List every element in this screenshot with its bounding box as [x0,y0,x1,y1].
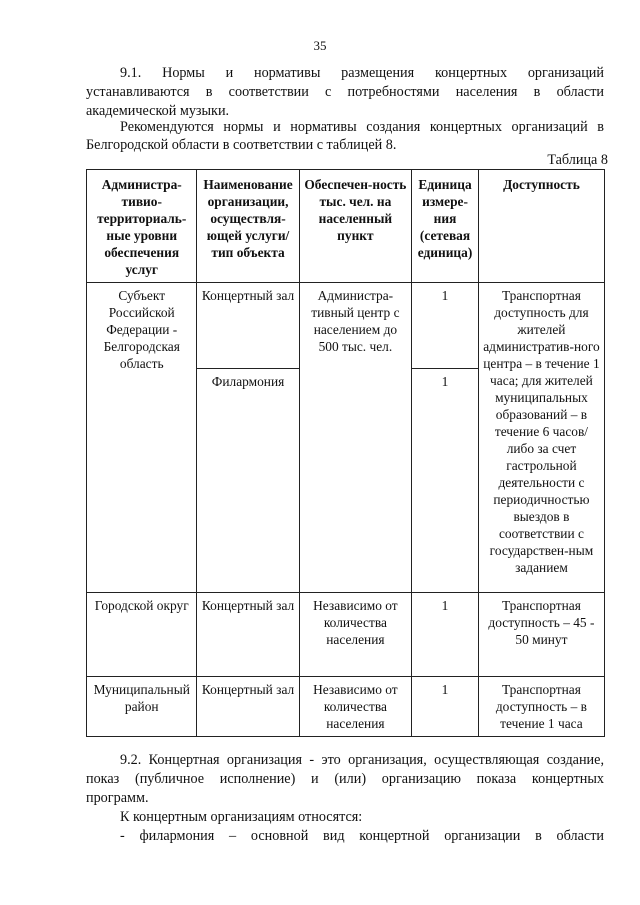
cell-unit: 1 [412,283,479,369]
cell-accessibility: Транспортная доступность для жителей административ-ного центра – в течение 1 часа; для жителей муниципальных образований – в течение 6 часов/либо за счет гастрольной деятельности с периодичностью выездов в соответствии с государствен-ным заданием [478,283,604,593]
cell-organization: Филармония [197,369,299,593]
cell-level: Муниципальный район [87,677,197,737]
cell-unit: 1 [412,369,479,593]
table-label: Таблица 8 [547,152,608,168]
cell-level: Субъект Российской Федерации - Белгородская область [87,283,197,593]
paragraph-9-2-line2: показ (публичное исполнение) и (или) организацию показа концертных [86,771,604,787]
table-row [87,677,605,737]
cell-unit: 1 [412,677,479,737]
table-header-row [87,170,605,283]
cell-provision: Независимо от количества населения [299,593,412,677]
table-row [87,593,605,677]
recommendation-line2: Белгородской области в соответствии с таблицей 8. [86,137,397,153]
paragraph-9-1-line1: 9.1. Нормы и нормативы размещения концертных организаций [120,65,604,81]
header-unit: Единица измере-ния (сетевая единица) [412,170,479,283]
cell-level: Городской округ [87,593,197,677]
header-level: Администра-тивио-территориаль-ные уровни обеспечения услуг [87,170,197,283]
norms-table [86,169,605,737]
paragraph-9-2-line1: 9.2. Концертная организация - это организация, осуществляющая создание, [120,752,604,768]
paragraph-9-1-line2: устанавливаются в соответствии с потребностями населения в области [86,84,604,100]
cell-organization: Концертный зал [197,593,299,677]
paragraph-9-1-line3: академической музыки. [86,103,230,119]
cell-unit: 1 [412,593,479,677]
header-accessibility: Доступность [478,170,604,283]
cell-accessibility: Транспортная доступность – в течение 1 часа [478,677,604,737]
paragraph-9-2-line3: программ. [86,790,149,806]
cell-accessibility: Транспортная доступность – 45 - 50 минут [478,593,604,677]
concert-orgs-intro: К концертным организациям относятся: [120,809,363,825]
table-row [87,283,605,369]
cell-organization: Концертный зал [197,677,299,737]
cell-provision: Администра-тивный центр с населением до 500 тыс. чел. [299,283,412,593]
page-number: 35 [313,38,327,53]
cell-provision: Независимо от количества населения [299,677,412,737]
header-organization: Наименование организации, осуществля-ющей услуги/тип объекта [197,170,299,283]
bullet-philharmonic: - филармония – основной вид концертной организации в области [120,828,604,844]
cell-organization: Концертный зал [197,283,299,369]
header-provision: Обеспечен-ность тыс. чел. на населенный пункт [299,170,412,283]
recommendation-line1: Рекомендуются нормы и нормативы создания концертных организаций в [120,119,604,135]
